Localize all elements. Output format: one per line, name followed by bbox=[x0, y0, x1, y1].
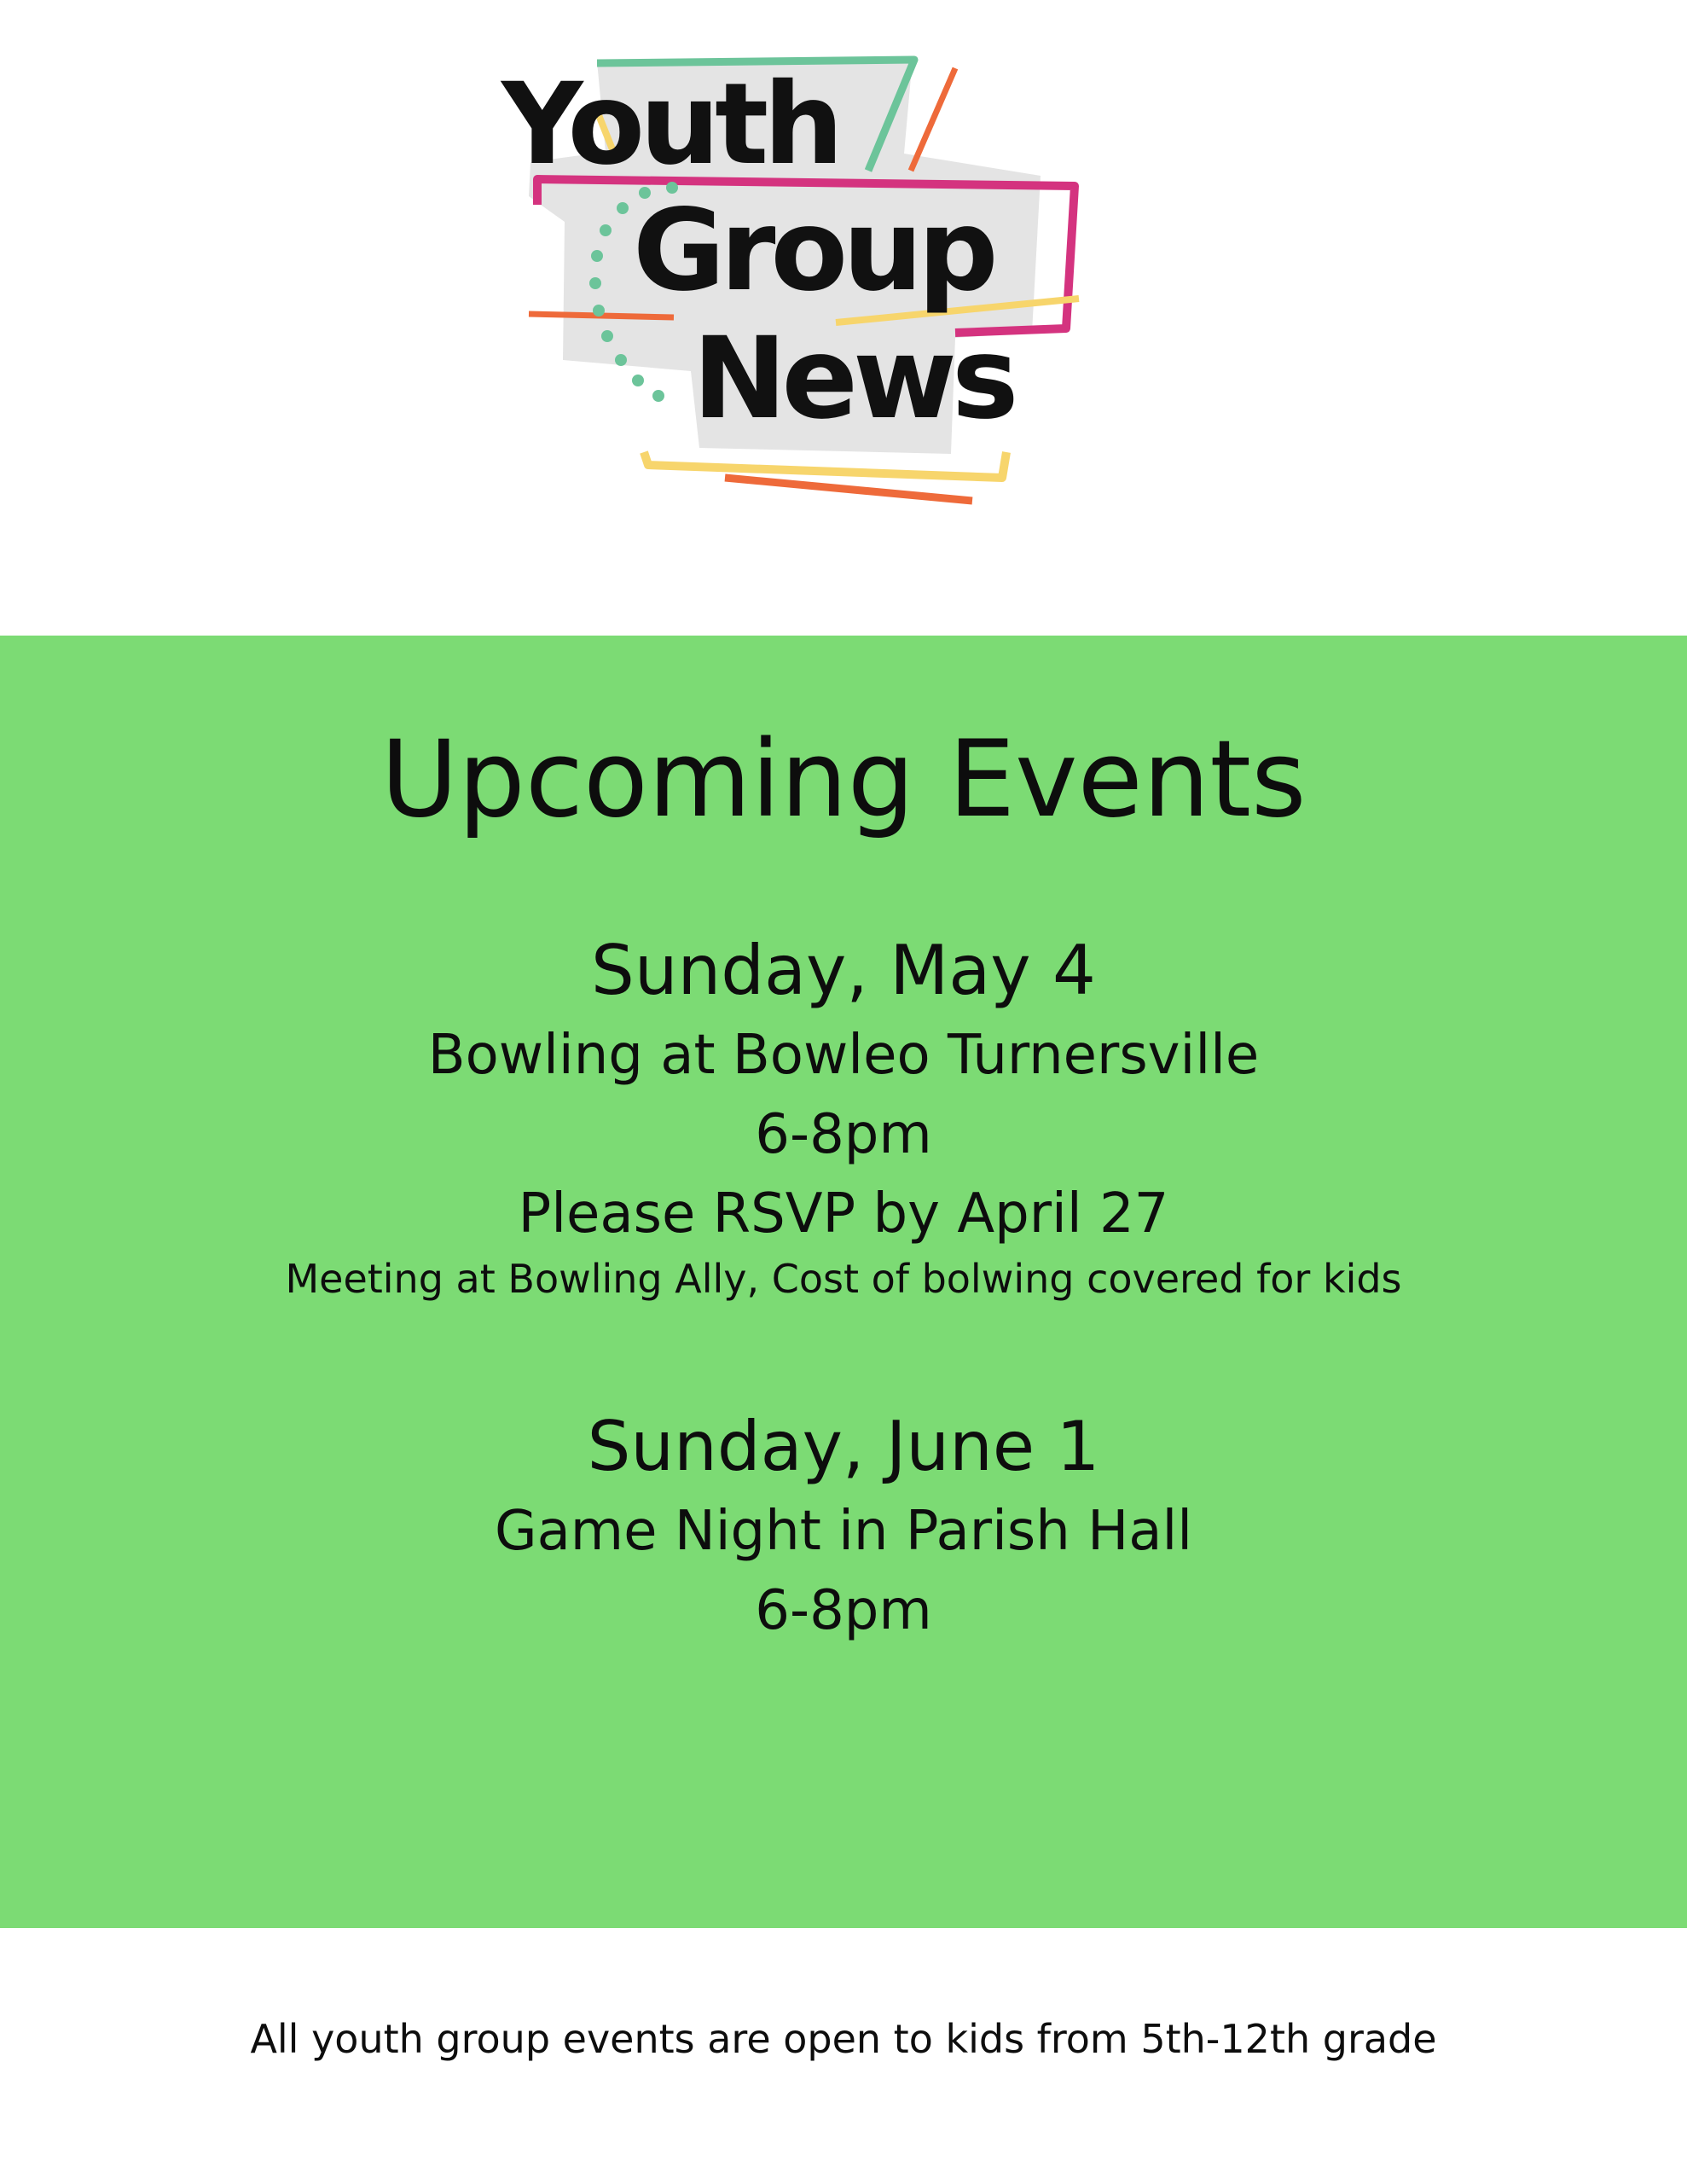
logo-word-group: Group bbox=[633, 185, 994, 317]
events-heading: Upcoming Events bbox=[380, 718, 1307, 841]
event-activity: Game Night in Parish Hall bbox=[494, 1500, 1193, 1563]
event-item bbox=[0, 1402, 1687, 1651]
event-note: Meeting at Bowling Ally, Cost of bolwing covered for kids bbox=[285, 1256, 1402, 1302]
eligibility-footer-note: All youth group events are open to kids from 5th-12th grade bbox=[250, 2016, 1437, 2062]
event-item bbox=[0, 926, 1687, 1309]
logo-word-news: News bbox=[693, 313, 1014, 444]
logo-word-youth: Youth bbox=[501, 59, 839, 190]
upcoming-events-panel bbox=[0, 636, 1687, 1928]
event-date: Sunday, June 1 bbox=[587, 1407, 1100, 1486]
event-date: Sunday, May 4 bbox=[591, 931, 1096, 1010]
event-activity: Bowling at Bowleo Turnersville bbox=[427, 1024, 1260, 1087]
event-rsvp: Please RSVP by April 27 bbox=[518, 1182, 1169, 1246]
youth-group-news-logo bbox=[478, 51, 1092, 529]
event-time: 6-8pm bbox=[755, 1103, 932, 1166]
event-time: 6-8pm bbox=[755, 1579, 932, 1642]
